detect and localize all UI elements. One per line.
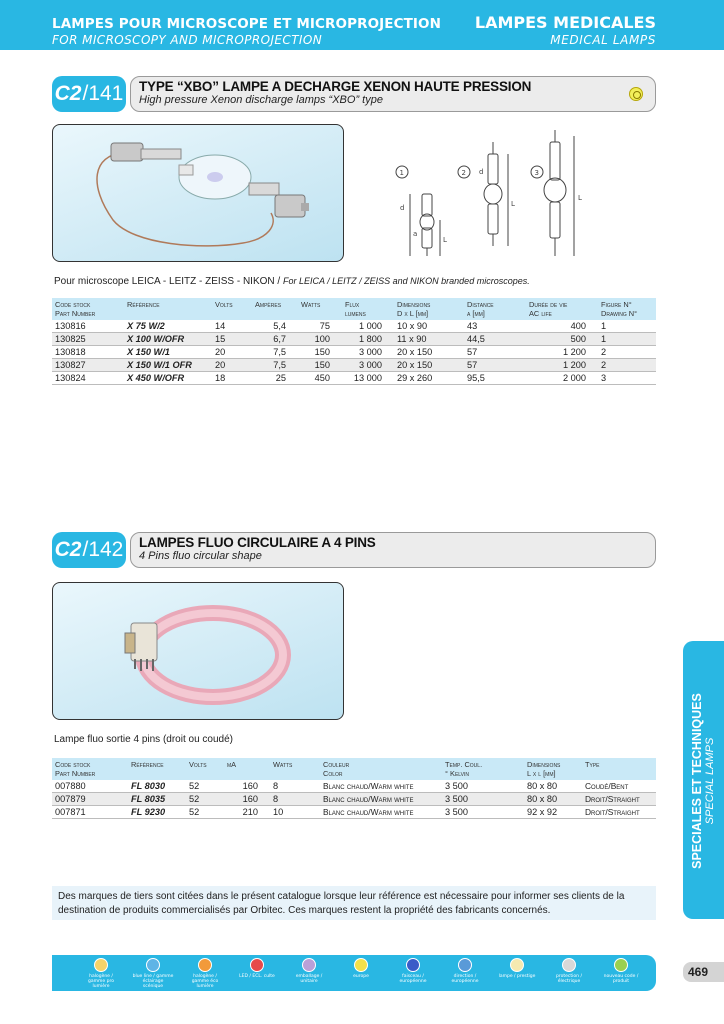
table-cell: 57 xyxy=(464,359,526,372)
page-number: 469 xyxy=(683,962,724,982)
column-header-line2: lumens xyxy=(345,309,366,318)
table-cell: Blanc chaud/Warm white xyxy=(320,793,442,806)
table-cell: X 150 W/1 xyxy=(124,346,212,359)
column-header-line1: Dimensions xyxy=(397,300,431,309)
xenon-lamp-photo xyxy=(52,124,344,262)
dim-label-d-2: d xyxy=(479,168,484,176)
table-cell: X 100 W/OFR xyxy=(124,333,212,346)
quality-mark-icon xyxy=(629,87,643,101)
column-header-line2: L x l [mm] xyxy=(527,769,556,778)
column-header xyxy=(298,298,342,320)
table-cell: 130827 xyxy=(52,359,124,372)
new-product-icon xyxy=(614,958,628,972)
table-cell: 400 xyxy=(526,320,598,333)
column-header xyxy=(582,758,656,780)
legend-label: blue line / gamme éclairage scénique xyxy=(132,974,174,989)
table-cell: 1 200 xyxy=(526,346,598,359)
column-header-line2: Part Number xyxy=(55,769,96,778)
protection-icon xyxy=(562,958,576,972)
column-header xyxy=(394,298,464,320)
table-cell: 20 x 150 xyxy=(394,346,464,359)
column-header-line1: Ampères xyxy=(255,300,282,309)
table-row xyxy=(52,333,656,346)
section-code-category: C2 xyxy=(54,538,82,561)
column-header-line2: a [mm] xyxy=(467,309,485,318)
table-cell: 1 800 xyxy=(342,333,394,346)
table-cell: 11 x 90 xyxy=(394,333,464,346)
table-cell: 20 x 150 xyxy=(394,359,464,372)
section-title-box xyxy=(130,532,656,568)
column-header-line1: Temp. Coul. xyxy=(445,760,483,769)
column-header xyxy=(442,758,524,780)
column-header-line1: Dimensions xyxy=(527,760,561,769)
legend-label: halogène / gamme pro lumière xyxy=(88,974,114,989)
section-code-number: /141 xyxy=(82,82,124,105)
table-cell: 52 xyxy=(186,806,224,819)
column-header xyxy=(52,758,128,780)
table-row xyxy=(52,346,656,359)
table-cell: 1 200 xyxy=(526,359,598,372)
dimension-drawing-svg xyxy=(384,124,656,262)
table-cell: 10 x 90 xyxy=(394,320,464,333)
table-cell: 25 xyxy=(252,372,298,385)
section-code-badge xyxy=(52,76,126,112)
column-header-line1: Watts xyxy=(273,760,293,769)
category-side-tab xyxy=(683,641,724,919)
table-cell: 007880 xyxy=(52,780,128,793)
legend-item xyxy=(340,958,382,979)
table-cell: 2 xyxy=(598,359,656,372)
section-header-c2-142 xyxy=(52,532,656,568)
header-left-title: LAMPES POUR MICROSCOPE ET MICROPROJECTION xyxy=(52,16,442,32)
column-header xyxy=(526,298,598,320)
table-cell: 007879 xyxy=(52,793,128,806)
dim-label-l-1: L xyxy=(443,236,447,244)
table-cell: Blanc chaud/Warm white xyxy=(320,806,442,819)
section2-description: Lampe fluo sortie 4 pins (droit ou coudé) xyxy=(54,734,233,745)
table-cell: Droit/Straight xyxy=(582,806,656,819)
legend-label: lampe / prestige xyxy=(498,974,536,979)
section-title-box xyxy=(130,76,656,112)
table-cell: 100 xyxy=(298,333,342,346)
table-cell: 3 500 xyxy=(442,806,524,819)
table-cell: 3 500 xyxy=(442,793,524,806)
section1-description xyxy=(54,276,530,287)
table-cell: 57 xyxy=(464,346,526,359)
halogen-icon xyxy=(94,958,108,972)
table-cell: 8 xyxy=(270,793,320,806)
description-fr: Pour microscope LEICA - LEITZ - ZEISS - NIKON / xyxy=(54,276,283,287)
table-cell: 3 000 xyxy=(342,359,394,372)
table-cell: 1 xyxy=(598,333,656,346)
page-header xyxy=(0,0,724,50)
table-cell: 92 x 92 xyxy=(524,806,582,819)
side-tab-subtitle: SPECIAL LAMPS xyxy=(704,737,716,825)
table-cell: 95,5 xyxy=(464,372,526,385)
fluo-lamp-table xyxy=(52,758,656,819)
packaging-icon xyxy=(302,958,316,972)
drawing-label-1: 1 xyxy=(399,169,404,177)
column-header-line2: Color xyxy=(323,769,343,778)
legend-item xyxy=(548,958,590,984)
table-cell: 7,5 xyxy=(252,346,298,359)
circular-fluo-lamp-photo xyxy=(52,582,344,720)
table-cell: FL 8030 xyxy=(128,780,186,793)
table-header-row xyxy=(52,298,656,320)
table-cell: 130824 xyxy=(52,372,124,385)
beam-icon xyxy=(406,958,420,972)
drawing-label-2: 2 xyxy=(461,169,466,177)
table-cell: 80 x 80 xyxy=(524,793,582,806)
table-cell: 3 500 xyxy=(442,780,524,793)
column-header xyxy=(464,298,526,320)
lamp-icon xyxy=(510,958,524,972)
table-cell: 15 xyxy=(212,333,252,346)
column-header-line1: Volts xyxy=(215,300,233,309)
table-cell: 450 xyxy=(298,372,342,385)
legend-label: halogène / gamme éco lumière xyxy=(191,974,219,989)
table-cell: 75 xyxy=(298,320,342,333)
trademark-notice: Des marques de tiers sont citées dans le présent catalogue lorsque leur référence est nécessaire pour informer ses clients de la destination de produits commercialisés par Orbitec. Ces marques restent la propriété des fabricants concernés. xyxy=(52,886,656,920)
column-header xyxy=(252,298,298,320)
table-cell: 20 xyxy=(212,346,252,359)
table-cell: Blanc chaud/Warm white xyxy=(320,780,442,793)
column-header-line1: Couleur xyxy=(323,760,350,769)
header-left-subtitle: FOR MICROSCOPY AND MICROPROJECTION xyxy=(52,33,323,47)
table-cell: 29 x 260 xyxy=(394,372,464,385)
column-header xyxy=(186,758,224,780)
side-tab-text xyxy=(690,693,716,869)
table-cell: 5,4 xyxy=(252,320,298,333)
column-header-line2: AC life xyxy=(529,309,552,318)
lamp-dimension-drawings xyxy=(384,124,656,262)
column-header-line1: Durée de vie xyxy=(529,300,568,309)
legend-item xyxy=(80,958,122,989)
table-cell: 1 000 xyxy=(342,320,394,333)
dim-label-l-3: L xyxy=(578,194,582,202)
table-cell: X 150 W/1 OFR xyxy=(124,359,212,372)
dim-label-a-1: a xyxy=(413,230,418,238)
dim-label-l-2: L xyxy=(511,200,515,208)
direction-icon xyxy=(458,958,472,972)
table-row xyxy=(52,372,656,385)
table-cell: 500 xyxy=(526,333,598,346)
table-cell: 150 xyxy=(298,346,342,359)
table-cell: 130818 xyxy=(52,346,124,359)
legend-item xyxy=(392,958,434,984)
xenon-lamp-illustration xyxy=(53,125,344,262)
header-right-title: LAMPES MEDICALES xyxy=(474,13,656,32)
legend-footer-bar xyxy=(52,955,656,991)
xbo-lamp-table xyxy=(52,298,656,385)
column-header-line1: Volts xyxy=(189,760,207,769)
table-cell: 2 xyxy=(598,346,656,359)
table-cell: FL 9230 xyxy=(128,806,186,819)
table-row xyxy=(52,806,656,819)
table-row xyxy=(52,780,656,793)
table-cell: 14 xyxy=(212,320,252,333)
legend-label: faisceau / européenne xyxy=(399,974,427,984)
table-row xyxy=(52,359,656,372)
table-cell: 150 xyxy=(298,359,342,372)
table-cell: 2 000 xyxy=(526,372,598,385)
column-header xyxy=(598,298,656,320)
column-header-line2: D x L [mm] xyxy=(397,309,429,318)
section-code-number: /142 xyxy=(82,538,124,561)
table-cell: 3 xyxy=(598,372,656,385)
table-cell: Droit/Straight xyxy=(582,793,656,806)
table-cell: 1 xyxy=(598,320,656,333)
legend-item xyxy=(496,958,538,979)
legend-item xyxy=(184,958,226,989)
column-header-line1: mA xyxy=(227,760,237,769)
column-header-line1: Type xyxy=(585,760,600,769)
column-header xyxy=(212,298,252,320)
circular-fluo-illustration xyxy=(53,583,344,720)
blue-line-icon xyxy=(146,958,160,972)
table-row xyxy=(52,793,656,806)
table-cell: 6,7 xyxy=(252,333,298,346)
column-header xyxy=(52,298,124,320)
table-cell: 8 xyxy=(270,780,320,793)
table-cell: 160 xyxy=(224,793,270,806)
section-title: LAMPES FLUO CIRCULAIRE A 4 PINS xyxy=(139,535,376,550)
table-cell: 52 xyxy=(186,793,224,806)
legend-item xyxy=(236,958,278,979)
section-code-badge xyxy=(52,532,126,568)
table-cell: 7,5 xyxy=(252,359,298,372)
legend-item xyxy=(444,958,486,984)
section-subtitle: High pressure Xenon discharge lamps “XBO” type xyxy=(139,94,383,106)
dim-label-d-1: d xyxy=(400,204,405,212)
table-cell: 130816 xyxy=(52,320,124,333)
column-header-line1: Code stock xyxy=(55,760,91,769)
column-header-line1: Référence xyxy=(131,760,164,769)
table-cell: 160 xyxy=(224,780,270,793)
section-subtitle: 4 Pins fluo circular shape xyxy=(139,550,262,562)
column-header-line1: Distance xyxy=(467,300,494,309)
table-cell: 44,5 xyxy=(464,333,526,346)
table-cell: 10 xyxy=(270,806,320,819)
table-header-row xyxy=(52,758,656,780)
section-header-c2-141 xyxy=(52,76,656,112)
column-header-line2: Part Number xyxy=(55,309,96,318)
eco-halogen-icon xyxy=(198,958,212,972)
column-header-line1: Flux xyxy=(345,300,360,309)
column-header xyxy=(270,758,320,780)
table-cell: 80 x 80 xyxy=(524,780,582,793)
header-right-subtitle: MEDICAL LAMPS xyxy=(550,33,656,47)
table-cell: X 75 W/2 xyxy=(124,320,212,333)
column-header xyxy=(124,298,212,320)
drawing-label-3: 3 xyxy=(534,169,539,177)
legend-label: LED / ECL. culte xyxy=(239,974,275,979)
column-header xyxy=(320,758,442,780)
section-title: TYPE “XBO” LAMPE A DECHARGE XENON HAUTE PRESSION xyxy=(139,79,532,94)
legend-label: direction / européenne xyxy=(451,974,479,984)
column-header xyxy=(224,758,270,780)
legend-item xyxy=(600,958,642,984)
legend-item xyxy=(132,958,174,989)
column-header-line2: ° Kelvin xyxy=(445,769,470,778)
description-en: For LEICA / LEITZ / ZEISS and NIKON branded microscopes. xyxy=(282,276,530,286)
table-cell: FL 8035 xyxy=(128,793,186,806)
side-tab-title: SPECIALES ET TECHNIQUES xyxy=(690,693,704,869)
europe-icon xyxy=(354,958,368,972)
column-header-line1: Watts xyxy=(301,300,321,309)
table-cell: 13 000 xyxy=(342,372,394,385)
table-cell: 18 xyxy=(212,372,252,385)
legend-label: europe xyxy=(353,974,369,979)
column-header-line1: Code stock xyxy=(55,300,91,309)
column-header-line1: Figure N° xyxy=(601,300,632,309)
legend-label: protection / électrique xyxy=(556,974,582,984)
table-cell: 007871 xyxy=(52,806,128,819)
table-cell: Coudé/Bent xyxy=(582,780,656,793)
led-icon xyxy=(250,958,264,972)
column-header-line1: Référence xyxy=(127,300,160,309)
table-row xyxy=(52,320,656,333)
legend-item xyxy=(288,958,330,984)
table-cell: 210 xyxy=(224,806,270,819)
column-header xyxy=(128,758,186,780)
legend-label: nouveau code / produit xyxy=(603,974,639,984)
table-cell: 43 xyxy=(464,320,526,333)
table-cell: 3 000 xyxy=(342,346,394,359)
section-code-category: C2 xyxy=(54,82,82,105)
table-cell: 52 xyxy=(186,780,224,793)
column-header-line2: Drawing N° xyxy=(601,309,638,318)
column-header xyxy=(524,758,582,780)
table-cell: 20 xyxy=(212,359,252,372)
column-header xyxy=(342,298,394,320)
table-cell: 130825 xyxy=(52,333,124,346)
legend-label: emballage / unitaire xyxy=(295,974,323,984)
table-cell: X 450 W/OFR xyxy=(124,372,212,385)
